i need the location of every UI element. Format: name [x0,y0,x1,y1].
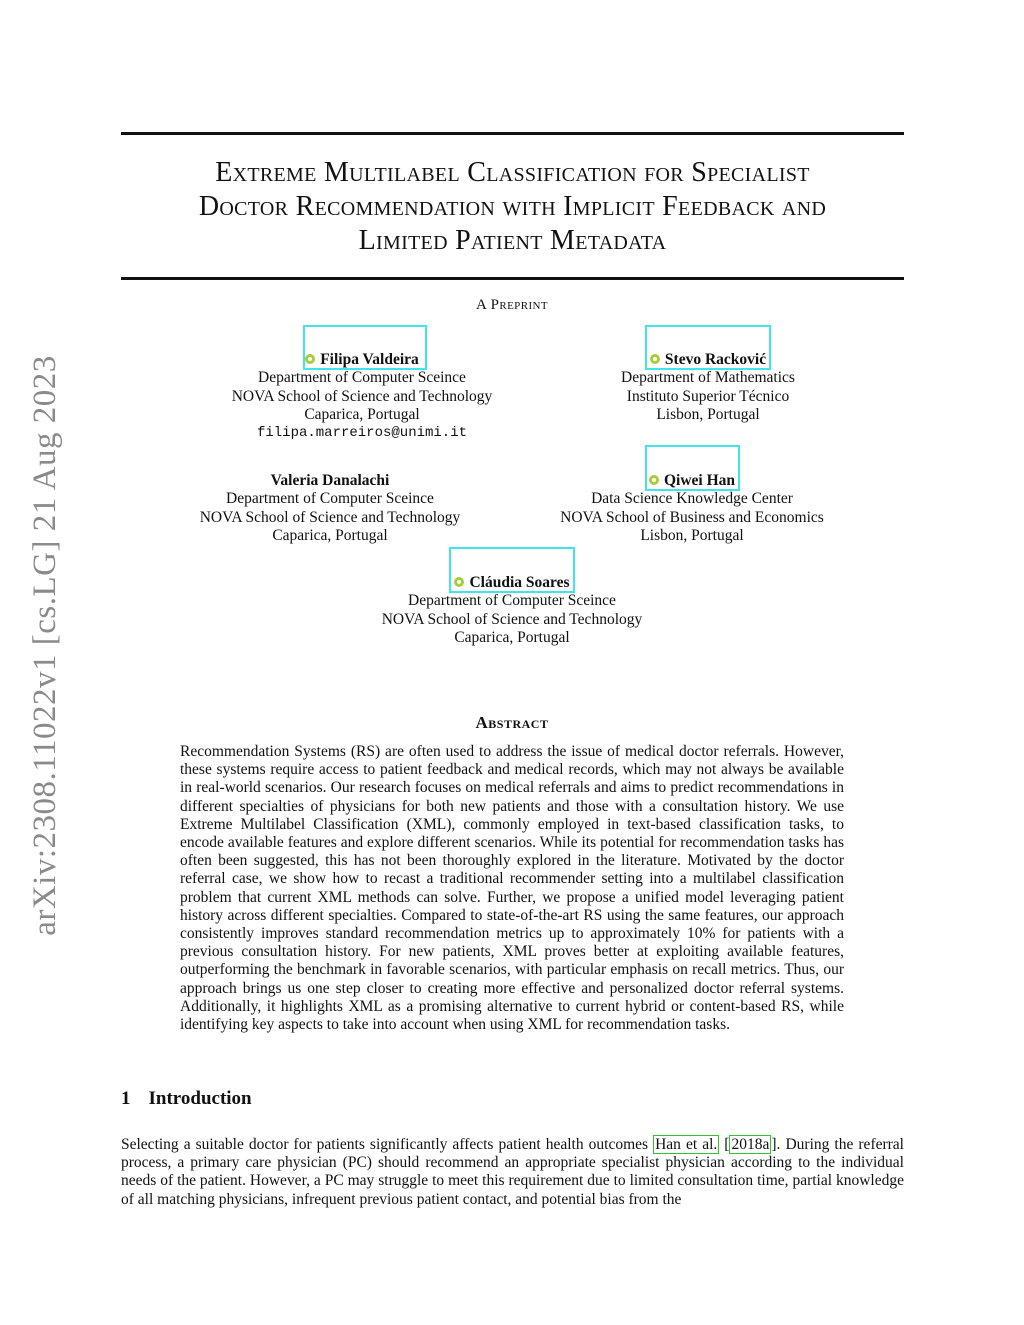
author-email[interactable]: filipa.marreiros@unimi.it [256,425,468,442]
orcid-link-box[interactable] [645,445,740,491]
section-number: 1 [121,1088,131,1109]
arxiv-id: arXiv:2308.11022v1 [cs.LG] 21 Aug 2023 [26,354,63,936]
intro-paragraph: Selecting a suitable doctor for patients significantly affects patient health outcomes Han et al. [ 2018a ]. During the referral process, a primary care physician (PC) should recommend an appropriate specialist physician according to the individual needs of the patient. However, a PC may struggle to meet this requirement due to limited consultation time, partial knowledge of all matching physicians, infrequent previous patient contact, and potential bias from the [121,1136,904,1208]
author-name[interactable]: Stevo Racković [538,351,878,369]
paper-title [121,156,904,258]
author-department: Data Science Knowledge Center [591,490,793,508]
title-line-2: Doctor Recommendation with Implicit Feedback and [198,191,827,222]
citation-author-link[interactable]: Han et al. [655,1136,718,1153]
arxiv-stamp [20,350,70,940]
intro-text-start: Selecting a suitable doctor for patients significantly affects patient health outcomes [121,1136,654,1153]
orcid-link-box[interactable] [303,325,427,370]
author-department: Department of Computer Sceince [408,592,616,610]
author-name[interactable]: Qiwei Han [522,472,862,490]
citation-year-link[interactable]: 2018a [731,1136,770,1153]
author-location: Lisbon, Portugal [640,526,744,544]
orcid-link-box[interactable] [449,547,575,593]
section-title: Introduction [148,1088,252,1109]
author-name[interactable]: Cláudia Soares [342,574,682,592]
author-department: Department of Mathematics [621,369,795,387]
title-bottom-rule [121,277,904,280]
author-location: Caparica, Portugal [272,526,388,544]
orcid-link-box[interactable] [645,325,771,370]
author-institution: NOVA School of Business and Economics [560,508,824,526]
abstract-heading: Abstract [475,713,549,732]
title-top-rule [121,132,904,135]
author-name: Valeria Danalachi [270,472,390,489]
author-name[interactable]: Filipa Valdeira [190,351,534,369]
author-department: Department of Computer Sceince [226,490,434,508]
title-line-1: Extreme Multilabel Classification for Specialist [215,157,810,188]
title-line-3: Limited Patient Metadata [358,225,667,256]
abstract-text: Recommendation Systems (RS) are often used to address the issue of medical doctor referrals. However, these systems require access to patient feedback and medical records, which may not always be available in real-world scenarios. Our research focuses on medical referrals and aims to predict recommendations in different specialties of physicians for both new patients and those with a consultation history. We use Extreme Multilabel Classification (XML), commonly employed in text-based classification tasks, to encode available features and explore different scenarios. While its potential for recommendation tasks has often been suggested, this has not been thoroughly explored in the literature. Motivated by the doctor referral case, we show how to recast a traditional recommender setting into a multilabel classification problem that current XML methods can solve. Further, we propose a unified model leveraging patient history across different specialties. Compared to state-of-the-art RS using the same features, our approach consistently improves standard recommendation metrics up to approximately 10% for patients with a previous consultation history. For new patients, XML proves better at exploiting available features, outperforming the benchmark in favorable scenarios, with particular emphasis on recall metrics. Thus, our approach brings us one step closer to creating more effective and personalized doctor referral systems. Additionally, it highlights XML as a promising alternative to current hybrid or content-based RS, while identifying key aspects to take into account when using XML for recommendation tasks. [180,743,844,1034]
preprint-label: A Preprint [476,297,548,313]
author-location: Caparica, Portugal [454,628,570,646]
author-institution: NOVA School of Science and Technology [231,387,493,405]
author-location: Caparica, Portugal [304,405,420,423]
author-institution: NOVA School of Science and Technology [381,610,643,628]
author-location: Lisbon, Portugal [656,405,760,423]
author-institution: NOVA School of Science and Technology [199,508,461,526]
author-block-3 [160,472,500,545]
author-department: Department of Computer Sceince [258,369,466,387]
intro-text-end: . During the referral process, a primary care physician (PC) should recommend an appropriate specialist physician according to the individual needs of the patient. However, a PC may struggle to meet this requirement due to limited consultation time, partial knowledge of all matching physicians, infrequent previous patient contact, and potential bias from the [121,1136,904,1208]
author-institution: Instituto Superior Técnico [626,387,790,405]
section-heading [121,1088,252,1110]
